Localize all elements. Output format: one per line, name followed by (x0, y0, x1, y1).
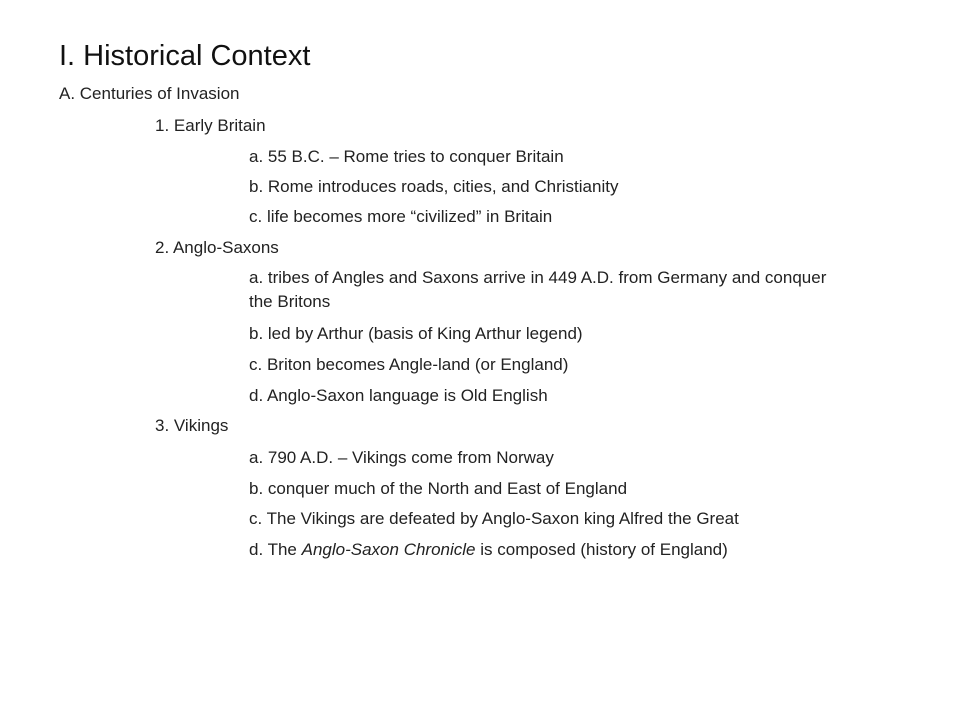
bullet-vikings-d-prefix: d. The (249, 540, 302, 559)
bullet-early-britain-b: b. Rome introduces roads, cities, and Christianity (249, 177, 619, 196)
bullet-anglo-saxons-a: a. tribes of Angles and Saxons arrive in 449 A.D. from Germany and conquer the Britons (249, 268, 827, 311)
bullet-vikings-d-suffix: is composed (history of England) (475, 540, 728, 559)
subheading-vikings: 3. Vikings (155, 416, 229, 435)
section-heading-centuries-of-invasion: A. Centuries of Invasion (59, 84, 240, 103)
bullet-early-britain-c: c. life becomes more “civilized” in Britain (249, 207, 553, 226)
bullet-vikings-c: c. The Vikings are defeated by Anglo-Saxon king Alfred the Great (249, 509, 739, 528)
bullet-vikings-a: a. 790 A.D. – Vikings come from Norway (249, 448, 554, 467)
anglo-saxon-chronicle-title: Anglo-Saxon Chronicle (301, 540, 476, 559)
subheading-early-britain: 1. Early Britain (155, 116, 266, 135)
bullet-early-britain-a: a. 55 B.C. – Rome tries to conquer Britain (249, 147, 564, 166)
slide-title: I. Historical Context (59, 40, 311, 72)
bullet-anglo-saxons-b: b. led by Arthur (basis of King Arthur legend) (249, 324, 583, 343)
subheading-anglo-saxons: 2. Anglo-Saxons (155, 238, 279, 257)
bullet-anglo-saxons-d: d. Anglo-Saxon language is Old English (249, 386, 548, 405)
bullet-vikings-d (249, 538, 728, 562)
bullet-anglo-saxons-c: c. Briton becomes Angle-land (or England) (249, 355, 569, 374)
bullet-vikings-b: b. conquer much of the North and East of England (249, 479, 628, 498)
